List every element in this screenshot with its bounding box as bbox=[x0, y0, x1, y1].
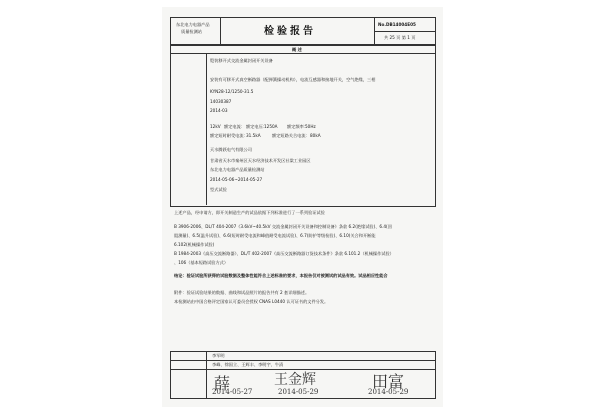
test-date: 2014-05-06~2014-05-27 bbox=[210, 177, 263, 182]
signature-date-3: 2014-05-29 bbox=[368, 388, 409, 396]
org-name-line2: 质量检测站 bbox=[181, 29, 202, 34]
body-line-6: 、106（基本短路试验方式） bbox=[174, 260, 229, 265]
manufacture-date: 2014-03 bbox=[210, 108, 228, 113]
equipment-description: 安装有可移开式真空断路器（配弹簧操动机构），电流互感器和接地开关，空气绝缘，三相 bbox=[210, 77, 376, 82]
report-title: 检验报告 bbox=[264, 26, 316, 37]
signers: 李峰、徐国立、王辉丰、李明宇、牛清 bbox=[212, 362, 284, 367]
report-page bbox=[162, 7, 443, 407]
short-time-current: 31.5kA bbox=[246, 133, 261, 138]
signature-2: 王金辉 bbox=[274, 372, 316, 388]
prepared-by-name: 李军明 bbox=[212, 353, 225, 358]
note-accreditation: 本检测站由中国合格评定国家认可委员会授权 CNAS L0440 认可证书的文件分发。 bbox=[174, 299, 329, 304]
test-laboratory: 东北电力电器产品质量检测站 bbox=[210, 167, 265, 172]
rated-frequency-label: 额定频率： bbox=[287, 124, 308, 129]
test-type: 型式试验 bbox=[210, 187, 227, 192]
applicant: 天水腾跃电气有限公司 bbox=[210, 147, 252, 152]
applicant-address: 甘肃省天水市秦州区天水经济技术开发区社棠工业园区 bbox=[210, 158, 311, 163]
org-name-line1: 东北电力电器产品 bbox=[176, 22, 210, 27]
note-attachments: 附件：验证试验结果的数据、曲线和试品照片的报告共有 2 套详细描述。 bbox=[174, 290, 310, 295]
signature-3: 田富 bbox=[372, 372, 405, 391]
peak-current-label: 额定短路关合电流： bbox=[272, 133, 310, 138]
conclusion: 结论：验证试验所获得的试验数据及整体性能符合上述标准的要求，本报告仅对被测试的试品有效。试品相应性能合 bbox=[174, 273, 388, 278]
short-time-current-label: 额定短时耐受电流： bbox=[210, 133, 248, 138]
signature-date-2: 2014-05-29 bbox=[278, 388, 319, 396]
serial-number: 14030387 bbox=[210, 99, 232, 104]
rated-current: 1250A bbox=[264, 124, 278, 129]
rated-voltage-label: 额定电压： bbox=[246, 124, 267, 129]
report-number: No.DB14004E05 bbox=[378, 22, 416, 27]
body-line-4: 6.102(机械操作试验) bbox=[174, 242, 215, 247]
signature-date-1: 2014-05-27 bbox=[212, 388, 253, 396]
overview-title: 概 述 bbox=[292, 47, 302, 52]
peak-current: 80kA bbox=[310, 133, 321, 138]
page-info: 共 25 页 第 1 页 bbox=[384, 35, 416, 40]
body-line-5: B 1984-2003《高压交流断路器》、DL/T 402-2007《高压交流断路器订货技术条件》条款 6.101.2（机械操作试验） bbox=[174, 251, 394, 256]
product-name: 铠装移开式交流金属封闭开关设备 bbox=[210, 58, 273, 63]
model-number: KYN28-12/1250-31.5 bbox=[210, 89, 254, 94]
rated-voltage: 12kV bbox=[210, 124, 221, 129]
body-line-3: 阻测量)、6.5(温升试验)、6.6(短时耐受电流和峰值耐受电流试验)、6.7(防护等级检验)、6.10(关合和开断能 bbox=[174, 233, 376, 238]
rated-current-label: 额定电流： bbox=[224, 124, 245, 129]
body-line-2: B 3906-2006、DL/T 404-2007《3.6kV~40.5kV 交流金属封闭开关设备和控制设备》条款 6.2(绝缘试验)、6.4(回 bbox=[174, 224, 392, 229]
signature-1: 薛 bbox=[214, 374, 231, 393]
rated-frequency: 50Hz bbox=[305, 124, 316, 129]
body-line-1: 上述产品，经申请方，即开关制造生产的试品依据下列标准进行了一系列验证试验 bbox=[174, 210, 325, 215]
